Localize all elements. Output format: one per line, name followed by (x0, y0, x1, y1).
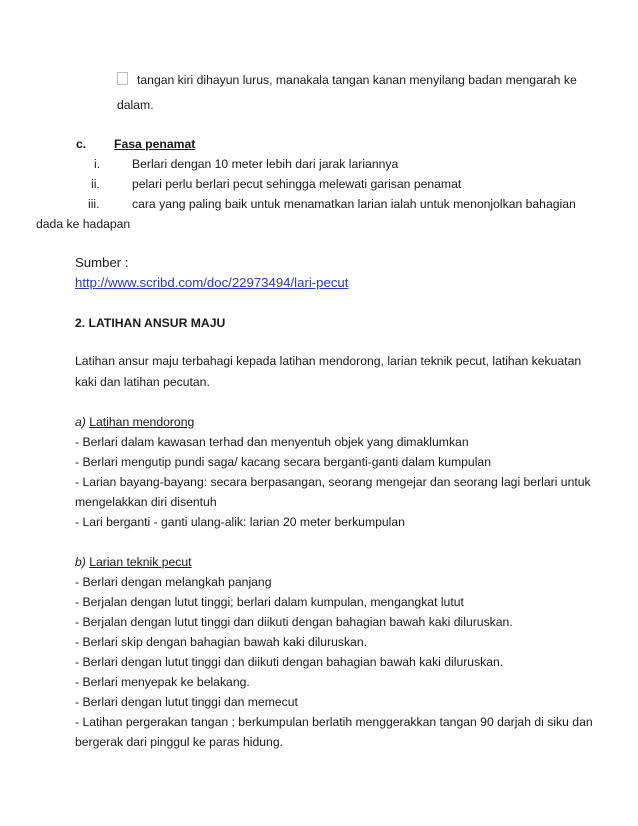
list-item: bergerak dari pinggul ke paras hidung. (75, 735, 284, 749)
subsection-title: Larian teknik pecut (89, 555, 192, 569)
section-heading: 2. LATIHAN ANSUR MAJU (75, 316, 226, 330)
item-number: i. (94, 157, 101, 171)
bullet-line-2: dalam. (117, 98, 154, 112)
bullet-icon (117, 72, 128, 85)
intro-line-2: kaki dan latihan pecutan. (75, 375, 210, 389)
intro-line-1: Latihan ansur maju terbahagi kepada latihan mendorong, larian teknik pecut, latihan kekuatan (75, 354, 582, 368)
list-item: - Berlari mengutip pundi saga/ kacang secara berganti-ganti dalam kumpulan (75, 455, 491, 469)
item-number: ii. (91, 177, 100, 191)
subsection-b-heading (75, 554, 192, 570)
list-item: - Berjalan dengan lutut tinggi dan diikuti dengan bahagian bawah kaki diluruskan. (75, 615, 513, 629)
item-text: pelari perlu berlari pecut sehingga melewati garisan penamat (132, 177, 462, 191)
list-item: mengelakkan diri disentuh (75, 495, 217, 509)
source-label: Sumber : (75, 255, 129, 270)
list-item: - Lari berganti - ganti ulang-alik: larian 20 meter berkumpulan (75, 515, 405, 529)
item-text: cara yang paling baik untuk menamatkan larian ialah untuk menonjolkan bahagian (132, 197, 576, 211)
list-item: - Berlari skip dengan bahagian bawah kaki diluruskan. (75, 635, 368, 649)
list-item: - Berlari dengan melangkah panjang (75, 575, 272, 589)
subsection-marker: b) (75, 555, 86, 569)
list-item: - Berlari dengan lutut tinggi dan memecut (75, 695, 298, 709)
list-item: - Larian bayang-bayang: secara berpasangan, seorang mengejar dan seorang lagi berlari untuk (75, 475, 591, 489)
list-item: - Berlari dalam kawasan terhad dan menyentuh objek yang dimaklumkan (75, 435, 469, 449)
list-item: - Berlari menyepak ke belakang. (75, 675, 250, 689)
subsection-title: Latihan mendorong (89, 415, 195, 429)
item-number: iii. (88, 197, 100, 211)
subsection-a-heading (75, 414, 194, 430)
bullet-line-1 (117, 72, 577, 88)
item-continuation: dada ke hadapan (36, 217, 131, 231)
subsection-marker: a) (75, 415, 86, 429)
section-c-letter: c. (76, 137, 87, 151)
list-item: - Berjalan dengan lutut tinggi; berlari dalam kumpulan, mengangkat lutut (75, 595, 464, 609)
item-text: Berlari dengan 10 meter lebih dari jarak lariannya (132, 157, 399, 171)
source-link[interactable]: http://www.scribd.com/doc/22973494/lari-pecut (75, 275, 349, 290)
list-item: - Latihan pergerakan tangan ; berkumpulan berlatih menggerakkan tangan 90 darjah di siku dan (75, 715, 593, 729)
section-c-title: Fasa penamat (114, 137, 196, 151)
bullet-text: tangan kiri dihayun lurus, manakala tangan kanan menyilang badan mengarah ke (137, 73, 577, 87)
list-item: - Berlari dengan lutut tinggi dan diikuti dengan bahagian bawah kaki diluruskan. (75, 655, 504, 669)
